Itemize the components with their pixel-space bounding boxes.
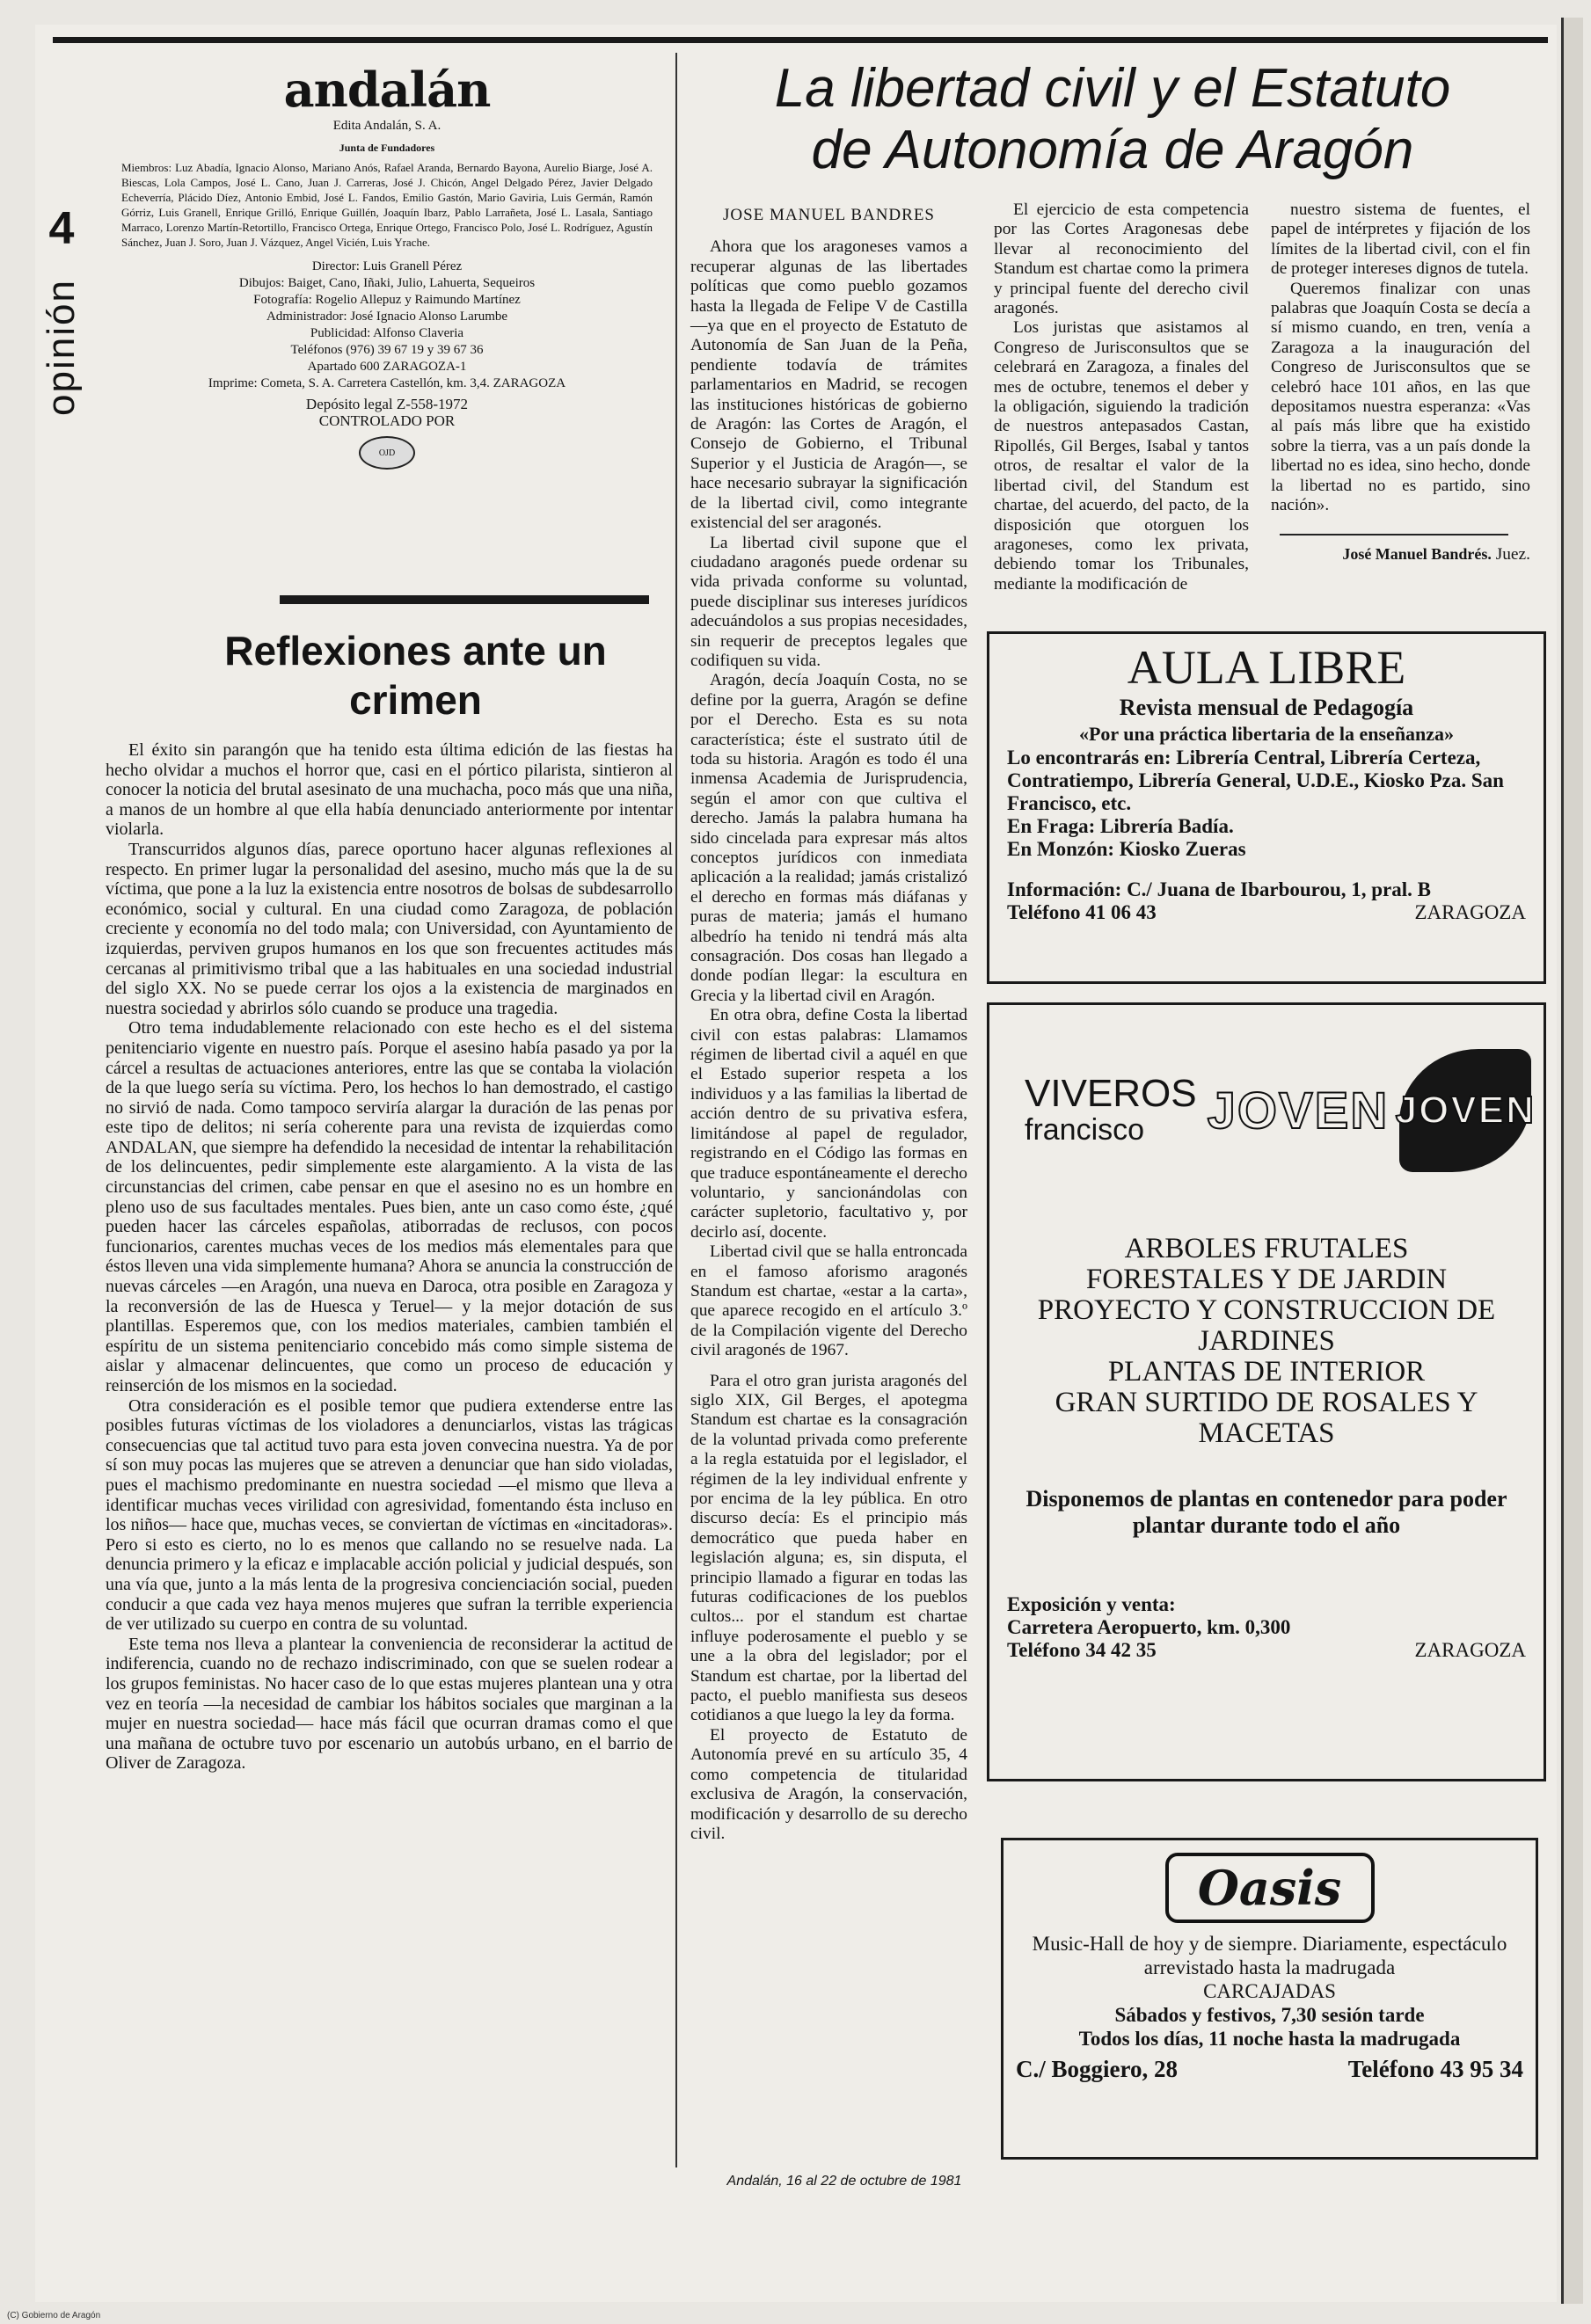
publicidad-line: Publicidad: Alfonso Claveria: [310, 326, 464, 340]
section-sidebar: [35, 202, 88, 431]
viveros-logo: [989, 1005, 1544, 1181]
imprime-line: Imprime: Cometa, S. A. Carretera Castellón, km. 3,4. ZARAGOZA: [208, 376, 566, 390]
viveros-services: [989, 1234, 1544, 1449]
paragraph: nuestro sistema de fuentes, el papel de intérpretes y fijación de los límites de la libertad civil, con el fin de proteger intereses dignos de tutela.: [1271, 200, 1530, 279]
paragraph: Ahora que los aragoneses vamos a recuperar algunas de las libertades políticas que como pueblo gozamos hasta la llegada de Felipe V de Castilla —ya que en el proyecto de Estatuto de Autonomía de San Juan de la Peña, pendiente todavía de trámites parlamentarios en Madrid, se recogen las instituciones históricas de gobierno de Aragón: las Cortes de Aragón, el Consejo de Gobierno, el Tribunal Superior y el Justicia de Aragón—, se hace necesario subrayar la significación de la libertad civil, como integrante existencial del ser aragonés.: [690, 237, 967, 533]
viveros-expo: Exposición y venta:: [1007, 1593, 1176, 1615]
viveros-phone: Teléfono 34 42 35: [1007, 1639, 1157, 1661]
oasis-line4: Todos los días, 11 noche hasta la madrugada: [1078, 2028, 1461, 2050]
main-article-col2: [994, 200, 1249, 594]
page-footer: Andalán, 16 al 22 de octubre de 1981: [726, 2174, 962, 2189]
signature-rule: [1280, 534, 1508, 535]
aula-subtitle: Revista mensual de Pedagogía: [1119, 695, 1414, 720]
oasis-address: C./ Boggiero, 28: [1016, 2056, 1178, 2082]
main-article-title: [695, 58, 1530, 181]
service-line: GRAN SURTIDO DE ROSALES Y MACETAS: [1055, 1387, 1478, 1449]
oasis-line3: Sábados y festivos, 7,30 sesión tarde: [1114, 2004, 1425, 2026]
dibujos-line: Dibujos: Baiget, Cano, Iñaki, Julio, Lahuerta, Sequeiros: [238, 276, 536, 290]
viveros-note: Disponemos de plantas en contenedor para poder plantar durante todo el año: [1025, 1486, 1507, 1538]
paragraph: La libertad civil supone que el ciudadano aragonés puede ordenar su vida privada conforme su voluntad, puede disciplinar sus intereses jurídicos adecuándolos a sus propias necesidades, sin requerir de preceptos legales que codifiquen su vida.: [690, 533, 967, 670]
aula-slogan: «Por una práctica libertaria de la enseñanza»: [1078, 723, 1455, 745]
francisco-word: francisco: [1025, 1112, 1145, 1147]
copyright: (C) Gobierno de Aragón: [7, 2311, 101, 2320]
left-article: [106, 626, 673, 1774]
page-number: 4: [48, 203, 75, 254]
aula-title: AULA LIBRE: [1127, 641, 1406, 694]
fotografia-line: Fotografía: Rogelio Allepuz y Raimundo Martínez: [253, 293, 521, 307]
viveros-brand: [1025, 1071, 1197, 1147]
paragraph: Aragón, decía Joaquín Costa, no se define por la guerra, Aragón se define por el Derecho. Esta es su nota característica; éste el sustrato útil de toda su historia. Aragón es todo él una inmensa Academia de Jurisprudencia, según el amor con que cultiva el derecho. Jamás la palabra humana ha sido cincelada para expresar más altos conceptos jurídicos con inmediata aplicación a la realidad; jamás cristalizó el derecho en formas más diáfanas y puras de materia; jamás el humano albedrío ha tenido ni tendrá más alta consagración. Dos cosas han llegado a donde podían llegar: la escultura en Grecia y la libertad civil en Aragón.: [690, 671, 967, 1005]
oasis-line2: CARCAJADAS: [1203, 1980, 1336, 2002]
service-line: PROYECTO Y CONSTRUCCION DE JARDINES: [1037, 1294, 1496, 1357]
viveros-road: Carretera Aeropuerto, km. 0,300: [1007, 1616, 1291, 1638]
members-list: Miembros: Luz Abadía, Ignacio Alonso, Mariano Anós, Rafael Aranda, Bernardo Bayona, Aurelio Biarge, José A. Biescas, Lola Campos, José L. Cano, Juan J. Carreras, José J. Chicón, Angel Delgado Pérez, Javier Delgado Echeverría, Plácido Díez, Antonio Embid, José L. Fandos, Emilio Gastón, Mario Gaviria, Luis Germán, Ramón Górriz, Luis Granell, Enrique Grilló, Enrique Guillén, Joaquín Ibarz, Pablo Larrañeta, José L. Lasala, Santiago Marraco, Lorenzo Martín-Retortillo, Francisco Ortega, Enrique Ortego, Francisco Polo, José L. Rodríguez, Agustín Sánchez, Juan J. Soro, Juan J. Vázquez, Angel Vicién, Luis Yrache.: [121, 161, 653, 249]
paragraph: Este tema nos lleva a plantear la conveniencia de reconsiderar la actitud de indiferencia, cuando no de rechazo indiscriminado, con que se suelen rodear a los grupos feministas. No hacer caso de lo que estas mujeres plantean una y otra vez en teoría —la necesidad de cambiar los hábitos sociales que marginan a la mujer en nuestra sociedad— hace más fácil que ocurran dramas como el que una mañana de octubre tuvo por escenario un autobús urbano, en el barrio de Oliver de Zaragoza.: [106, 1634, 673, 1774]
director-line: Director: Luis Granell Pérez: [311, 259, 463, 273]
main-article-col3: [1271, 200, 1530, 565]
andalan-logo: andalán: [283, 62, 491, 118]
left-article-rule: [280, 595, 649, 604]
joven-word: JOVEN: [1395, 1089, 1536, 1132]
publisher-line: Edita Andalán, S. A.: [332, 119, 442, 133]
controlado-line: CONTROLADO POR: [318, 412, 456, 429]
aula-fraga: En Fraga: Librería Badía.: [1007, 815, 1234, 837]
top-rule: [53, 37, 1548, 43]
paragraph: En otra obra, define Costa la libertad civil con estas palabras: Llamamos régimen de libertad civil a aquél en que el Estado superior respeta a los individuos y a las familias la libertad de acción dentro de su privativa esfera, limitándose al papel de regulador, registrando en el Código las formas en que traduce espontáneamente el derecho voluntario, y sancionándolas con carácter supletorio, facultativo y, por decirlo así, docente.: [690, 1006, 967, 1242]
service-line: FORESTALES Y DE JARDIN: [1085, 1264, 1448, 1295]
paragraph: Libertad civil que se halla entroncada en el famoso aforismo aragonés Standum est chartae, «estar a la carta», que aparece recogido en el artículo 3.º de la Compilación vigente del Derecho civil aragonés de 1967.: [690, 1242, 967, 1360]
title-line: de Autonomía de Aragón: [811, 120, 1414, 180]
paragraph: El ejercicio de esta competencia por las Cortes Aragonesas debe llevar al reconocimiento del Standum est chartae como la primera y principal fuente del derecho civil aragonés.: [994, 200, 1249, 318]
oasis-line1: Music-Hall de hoy y de siempre. Diariamente, espectáculo arrevistado hasta la madrugada: [1032, 1933, 1507, 1978]
leaf-icon: [1395, 1049, 1536, 1172]
paragraph: Otro tema indudablemente relacionado con este hecho es el del sistema penitenciario vigente en nuestro país. Porque el asesino había pasado ya por la cárcel a resultas de actuaciones anteriores, entre las que se contaba la violación de la que luego sería su víctima. Pero, los hechos lo han demostrado, el castigo no sirvió de nada. Como tampoco serviría alargar la duración de las penas por este tipo de delitos; ni sería coherente para una revista de izquierdas como ANDALAN, que siempre ha defendido la necesidad de intentar la rehabilitación de los delincuentes, pedir simplemente este alargamiento. A la vista de las circunstancias del crimen, cabe pensar en que el asesino no es un hombre en pleno uso de sus facultades mentales. Pues bien, ante un caso como éste, ¿qué pueden hacer las cárceles españolas, atiborradas de reclusos, con pocos funcionarios, carentes muchas veces de los medios más elementales para que éstos lleven una vida simplemente humana? Ahora se anuncia la construcción de nuevas cárceles —en Aragón, una nueva en Daroca, otra posible en Zaragoza y la reconversión de las de Huesca y Teruel— y la mejor dotación de sus plantillas. Esperemos que, con los medios materiales, cambien también el espíritu de un sistema penitenciario concebido más como simple sistema de aislar y almacenar delincuentes, que como un proceso de educación y reinserción de los mismos en la sociedad.: [106, 1018, 673, 1395]
aula-monzon: En Monzón: Kiosko Zueras: [1007, 838, 1246, 860]
apartado-line: Apartado 600 ZARAGOZA-1: [307, 360, 467, 374]
masthead: [106, 62, 668, 470]
left-article-title: Reflexiones ante un crimen: [224, 628, 607, 723]
aula-locations: Lo encontrarás en: Librería Central, Librería Certeza, Contratiempo, Librería General, U.D.E., Kiosko Pza. San Francisco, etc.: [1007, 747, 1504, 814]
joven-word: JOVEN: [1207, 1082, 1390, 1140]
paragraph: Para el otro gran jurista aragonés del siglo XIX, Gil Berges, el apotegma Standum est chartae es la consagración de la voluntad privada como preferente a la regla estatuida por el legislador, el régimen de la ley individual enfrente y por encima de la ley pública. En otro discurso decía: Es el principio más democrático que pueda haber en legislación alguna; es, sin disputa, el principio llamado a figurar en todas las futuras codificaciones de los pueblos cultos... por el standum est chartae influye poderosamente el pueblo y se une a la obra del legislador; por el Standum est chartae, por la libertad del pacto, el pueblo manifiesta sus deseos cotidianos a que luego la ley da forma.: [690, 1371, 967, 1725]
aula-libre-ad: [987, 631, 1546, 984]
signature: [1271, 544, 1530, 565]
column-divider: [675, 53, 677, 2167]
left-article-body: [106, 740, 673, 1774]
aula-city: ZARAGOZA: [1414, 901, 1526, 923]
oasis-phone: Teléfono 43 95 34: [1347, 2056, 1523, 2082]
viveros-city: ZARAGOZA: [1414, 1639, 1526, 1661]
oasis-logo: Oasis: [1165, 1853, 1375, 1923]
main-article-col1: [690, 202, 967, 1844]
viveros-ad: [987, 1002, 1546, 1781]
ojd-seal-icon: OJD: [359, 436, 415, 470]
paragraph: Queremos finalizar con unas palabras que Joaquín Costa se decía a sí mismo cuando, en tren, venía a Zaragoza a la inauguración del Congreso de Jurisconsultos que se celebró hace 101 años, en las que depositamos nuestra esperanza: «Vas al país más libre que ha existido sobre la tierra, vas a un país donde la libertad no es idea, sino hecho, donde la libertad no es partido, sino nación».: [1271, 279, 1530, 515]
viveros-contact: [989, 1593, 1544, 1662]
oasis-contact: [1003, 2051, 1536, 2081]
paragraph: Transcurridos algunos días, parece oportuno hacer algunas reflexiones al respecto. En primer lugar la personalidad del asesino, mucho más que la de su víctima, que pone a la luz la existencia entre nosotros de bolsas de subdesarrollo económico, social y cultural. En una ciudad como Zaragoza, de población creciente y economía no del todo mala; con Universidad, con Ayuntamiento de izquierdas, perviven grupos humanos en los que son frecuentes actitudes más cercanas al primitivismo tribal que a las habituales en una sociedad industrial del siglo XX. No se puede cerrar los ojos a la existencia de marginados en nuestra sociedad y abrirlos sólo cuando se produce una tragedia.: [106, 839, 673, 1018]
page-edge: [1561, 18, 1583, 2304]
service-line: ARBOLES FRUTALES: [1124, 1233, 1409, 1264]
viveros-phone-row: [1007, 1639, 1526, 1662]
aula-phone-row: [989, 901, 1544, 924]
byline: JOSE MANUEL BANDRES: [722, 206, 936, 224]
service-line: PLANTAS DE INTERIOR: [1107, 1356, 1426, 1388]
aula-info: Información: C./ Juana de Ibarbourou, 1, pral. B: [1007, 878, 1432, 900]
telefonos-line: Teléfonos (976) 39 67 19 y 39 67 36: [290, 343, 484, 357]
viveros-word: VIVEROS: [1025, 1071, 1197, 1115]
paragraph: El proyecto de Estatuto de Autonomía prevé en su artículo 35, 4 como competencia de titularidad exclusiva de Aragón, la conservación, modificación y desarrollo de su derecho civil.: [690, 1725, 967, 1843]
signature-name: José Manuel Bandrés.: [1342, 544, 1492, 563]
paragraph: El éxito sin parangón que ha tenido esta última edición de las fiestas ha hecho olvidar a muchos el horror que, casi en el pórtico pilarista, sintieron al conocer la noticia del brutal asesinato de una muchacha, poco más que una niña, a manos de un hombre al que ella había denunciado anteriormente por intentar violarla.: [106, 740, 673, 840]
junta-title: Junta de Fundadores: [339, 142, 435, 154]
aula-phone: Teléfono 41 06 43: [1007, 901, 1157, 923]
paragraph: Los juristas que asistamos al Congreso de Jurisconsultos que se celebrará en Zaragoza, a finales del mes de octubre, tenemos el deber y la obligación, siguiendo la tradición de nuestros antepasados Castan, Ripollés, Gil Berges, Isabal y tantos otros, de resaltar el valor de la libertad civil, del Standum est chartae, del acuerdo, del pacto, de la disposición que otorguen los aragoneses, como lex privata, debiendo tomar los Tribunales, mediante la modificación de: [994, 318, 1249, 594]
paragraph: Otra consideración es el posible temor que pudiera extenderse entre las posibles futuras víctimas de los violadores a denunciarlos, vistas las trágicas consecuencias que tal actitud tuvo para esta joven convecina nuestra. Ya de por sí son muy pocas las mujeres que se atreven a denunciar que han sido violadas, pues el machismo predominante en nuestra sociedad —el mismo que lleva a identificar muchas veces virilidad con agresividad, fomentando ésta incluso en los niños— hace que, muchas veces, se conviertan de víctimas en «incitadoras». Pero si esto es cierto, no lo es menos que callando no se resuelve nada. La denuncia primero y la eficaz e implacable acción policial y judicial después, son una vía que, junto a la más lenta de la progresiva concienciación social, pueden conducir a que cada vez haya menos mujeres que sufran la terrible experiencia de ver utilizado su cuerpo en contra de su voluntad.: [106, 1395, 673, 1635]
signature-role: Juez.: [1495, 544, 1530, 564]
oasis-ad: [1001, 1838, 1538, 2160]
deposito-line: Depósito legal Z-558-1972: [305, 396, 469, 412]
administrador-line: Administrador: José Ignacio Alonso Larumbe: [266, 310, 508, 324]
title-line: La libertad civil y el Estatuto: [774, 58, 1451, 119]
section-label: opinión: [40, 279, 83, 416]
